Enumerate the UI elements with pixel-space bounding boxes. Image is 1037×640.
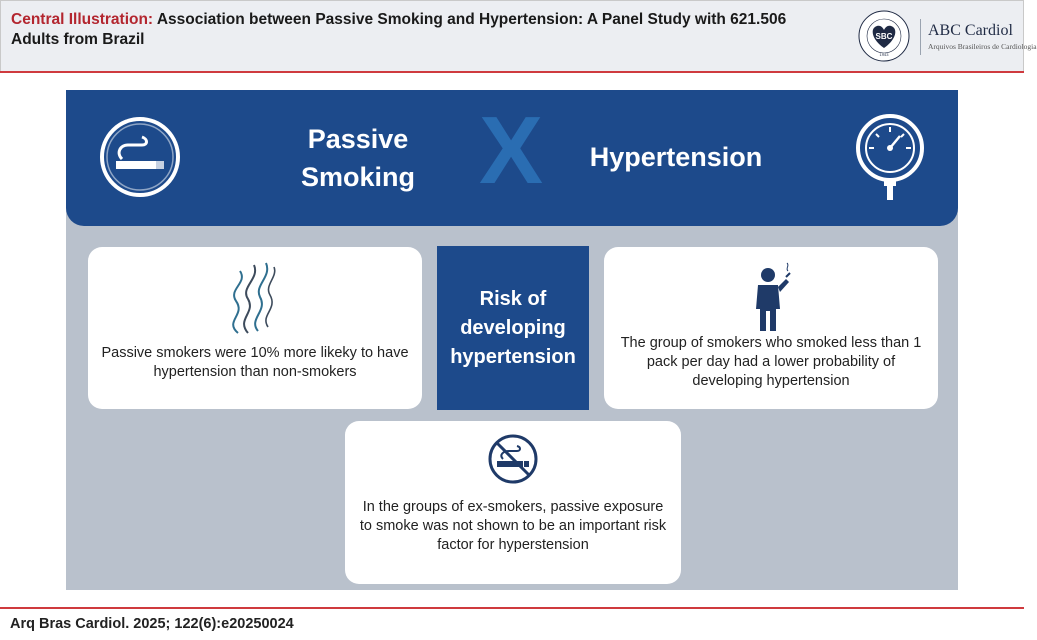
versus-glyph: X (478, 97, 544, 204)
title-text: Association between Passive Smoking and Hypertension: A Panel Study with 621.506 Adults from Brazil (11, 11, 787, 48)
risk-box (437, 246, 589, 410)
passive-smokers-text: Passive smokers were 10% more likeky to have hypertension than non-smokers (101, 345, 409, 380)
header-bar (0, 0, 1037, 72)
journal-subtitle: Arquivos Brasileiros de Cardiologia (928, 42, 1037, 51)
title-lead: Central Illustration: (11, 11, 154, 28)
risk-line-1: Risk of (479, 287, 547, 310)
page-title (11, 10, 811, 50)
sbc-seal-logo (857, 9, 911, 63)
versus-x (476, 97, 546, 204)
ex-smokers-card (345, 421, 681, 584)
smoke-icon (220, 257, 284, 337)
illustration-panel (66, 90, 958, 590)
seal-text: SBC (875, 32, 893, 41)
passive-line-1: Passive (307, 124, 409, 154)
seal-year: 1943 (879, 52, 889, 57)
header-rule (0, 71, 1024, 73)
pressure-gauge-icon (854, 112, 926, 204)
journal-logo (857, 9, 1037, 65)
cigarette-icon (98, 115, 182, 199)
risk-line-3: hypertension (450, 345, 576, 368)
passive-smoking-label (288, 120, 428, 196)
journal-name: ABC Cardiol (928, 22, 1013, 39)
logo-divider (920, 19, 921, 55)
risk-line-2: developing (460, 316, 566, 339)
footer-rule (0, 607, 1024, 609)
smokers-card (604, 247, 938, 409)
no-smoking-icon (487, 433, 539, 485)
ex-smokers-text: In the groups of ex-smokers, passive exposure to smoke was not shown to be an important risk factor for hyperstension (359, 499, 667, 553)
smoker-person-icon (752, 265, 792, 333)
passive-smokers-card (88, 247, 422, 409)
passive-line-2: Smoking (300, 162, 415, 192)
citation: Arq Bras Cardiol. 2025; 122(6):e20250024 (10, 616, 294, 632)
hypertension-label: Hypertension (589, 142, 763, 172)
topic-banner (66, 90, 958, 226)
smokers-text: The group of smokers who smoked less than 1 pack per day had a lower probability of developing hypertension (620, 335, 922, 389)
